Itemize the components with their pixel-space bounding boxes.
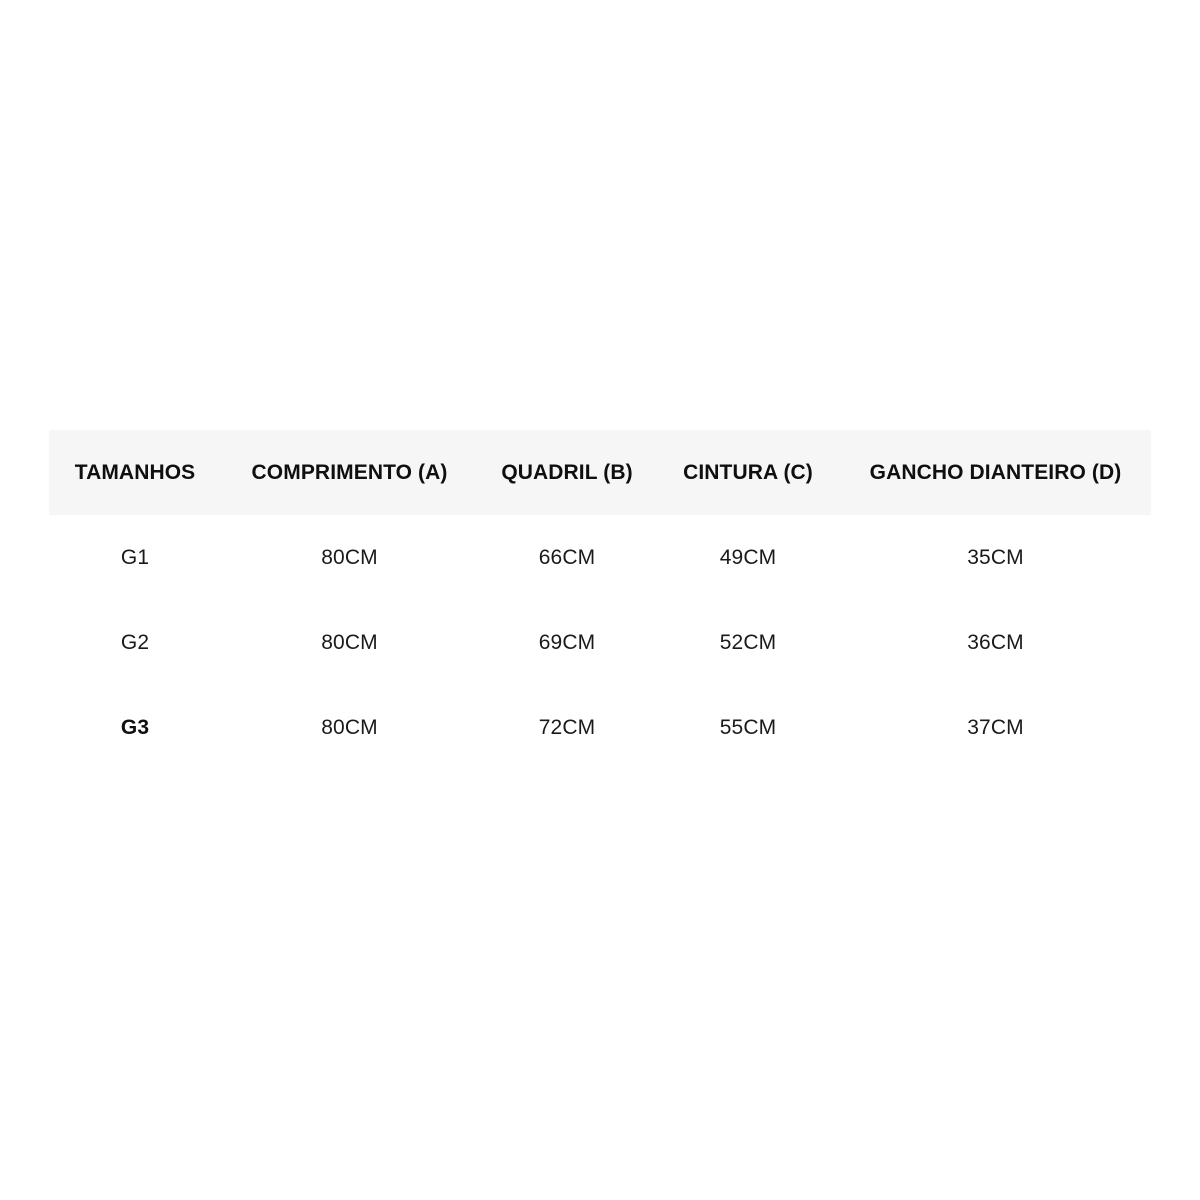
gancho-dianteiro-cell: 37CM [967, 715, 1024, 739]
cintura-cell: 55CM [719, 715, 777, 739]
comprimento-cell: 80CM [321, 715, 378, 739]
size-cell: G2 [120, 630, 150, 654]
gancho-dianteiro-cell: 36CM [967, 630, 1024, 654]
table-row [49, 600, 1151, 685]
header-quadril: QUADRIL (B) [501, 460, 633, 484]
size-chart-table [49, 430, 1151, 770]
header-tamanhos: TAMANHOS [74, 460, 196, 484]
table-row [49, 685, 1151, 770]
size-cell: G1 [120, 545, 150, 569]
header-cintura: CINTURA (C) [683, 460, 813, 484]
size-cell: G3 [120, 715, 150, 739]
quadril-cell: 66CM [538, 545, 596, 569]
cintura-cell: 52CM [719, 630, 777, 654]
table-row [49, 515, 1151, 600]
header-gancho-dianteiro: GANCHO DIANTEIRO (D) [869, 460, 1122, 484]
cintura-cell: 49CM [719, 545, 777, 569]
table-header-row [49, 430, 1151, 515]
quadril-cell: 69CM [538, 630, 596, 654]
comprimento-cell: 80CM [321, 545, 378, 569]
quadril-cell: 72CM [538, 715, 596, 739]
header-comprimento: COMPRIMENTO (A) [251, 460, 448, 484]
comprimento-cell: 80CM [321, 630, 378, 654]
gancho-dianteiro-cell: 35CM [967, 545, 1024, 569]
